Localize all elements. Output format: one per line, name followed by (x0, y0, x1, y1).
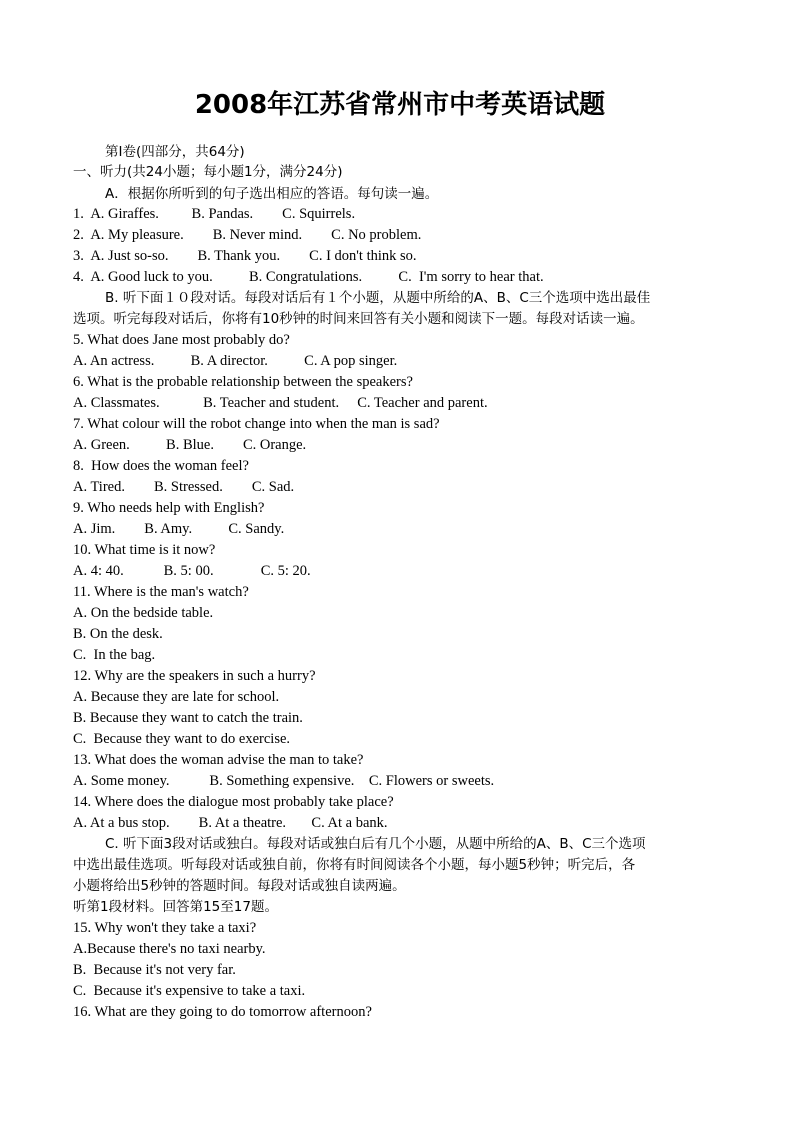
page-title: 2008年江苏省常州市中考英语试题 (194, 90, 606, 120)
question-15-option-c: C. Because it's expensive to take a taxi. (73, 983, 306, 999)
part-header: 一、听力(共24小题；每小题1分，满分24分) (73, 164, 343, 180)
section-header: 第Ⅰ卷(四部分，共64分) (105, 144, 245, 160)
question-15-option-b: B. Because it's not very far. (73, 962, 236, 978)
question-15-option-a: A.Because there's no taxi nearby. (73, 941, 266, 957)
question-2-options: 2. A. My pleasure. B. Never mind. C. No problem. (73, 227, 422, 243)
question-16: 16. What are they going to do tomorrow afternoon? (73, 1004, 372, 1020)
question-11-option-c: C. In the bag. (73, 647, 156, 663)
question-6-options: A. Classmates. B. Teacher and student. C. Teacher and parent. (73, 395, 488, 411)
question-13-options: A. Some money. B. Something expensive. C. Flowers or sweets. (73, 773, 495, 789)
question-13: 13. What does the woman advise the man to take? (73, 752, 364, 768)
question-11-option-b: B. On the desk. (73, 626, 163, 642)
question-12: 12. Why are the speakers in such a hurry? (73, 668, 316, 684)
question-10: 10. What time is it now? (73, 542, 216, 558)
question-5-options: A. An actress. B. A director. C. A pop singer. (73, 353, 398, 369)
question-7: 7. What colour will the robot change into when the man is sad? (73, 416, 440, 432)
question-12-option-b: B. Because they want to catch the train. (73, 710, 303, 726)
question-12-option-c: C. Because they want to do exercise. (73, 731, 291, 747)
question-3-options: 3. A. Just so-so. B. Thank you. C. I don't think so. (73, 248, 417, 264)
question-9: 9. Who needs help with English? (73, 500, 265, 516)
question-14: 14. Where does the dialogue most probably take place? (73, 794, 394, 810)
question-11-option-a: A. On the bedside table. (73, 605, 214, 621)
instruction: 听第1段材料。回答第15至17题。 (73, 899, 278, 915)
question-4-options: 4. A. Good luck to you. B. Congratulations. C. I'm sorry to hear that. (73, 269, 544, 285)
question-8: 8. How does the woman feel? (73, 458, 249, 474)
instruction: 小题将给出5秒钟的答题时间。每段对话或独自读两遍。 (73, 878, 406, 894)
question-6: 6. What is the probable relationship between the speakers? (73, 374, 413, 390)
question-15: 15. Why won't they take a taxi? (73, 920, 257, 936)
instruction: 选项。听完每段对话后，你将有10秒钟的时间来回答有关小题和阅读下一题。每段对话读一遍。 (73, 311, 644, 327)
question-9-options: A. Jim. B. Amy. C. Sandy. (73, 521, 285, 537)
question-5: 5. What does Jane most probably do? (73, 332, 290, 348)
question-10-options: A. 4: 40. B. 5: 00. C. 5: 20. (73, 563, 311, 579)
question-14-options: A. At a bus stop. B. At a theatre. C. At a bank. (73, 815, 388, 831)
instruction: B. 听下面１０段对话。每段对话后有１个小题，从题中所给的A、B、C三个选项中选出最佳 (105, 290, 651, 306)
instruction: C. 听下面3段对话或独白。每段对话或独白后有几个小题，从题中所给的A、B、C三个选项 (105, 836, 646, 852)
question-7-options: A. Green. B. Blue. C. Orange. (73, 437, 307, 453)
question-8-options: A. Tired. B. Stressed. C. Sad. (73, 479, 295, 495)
instruction: A．根据你所听到的句子选出相应的答语。每句读一遍。 (105, 186, 439, 202)
question-11: 11. Where is the man's watch? (73, 584, 249, 600)
question-1-options: 1. A. Giraffes. B. Pandas. C. Squirrels. (73, 206, 356, 222)
question-12-option-a: A. Because they are late for school. (73, 689, 280, 705)
instruction: 中选出最佳选项。听每段对话或独自前，你将有时间阅读各个小题，每小题5秒钟；听完后，各 (73, 857, 636, 873)
